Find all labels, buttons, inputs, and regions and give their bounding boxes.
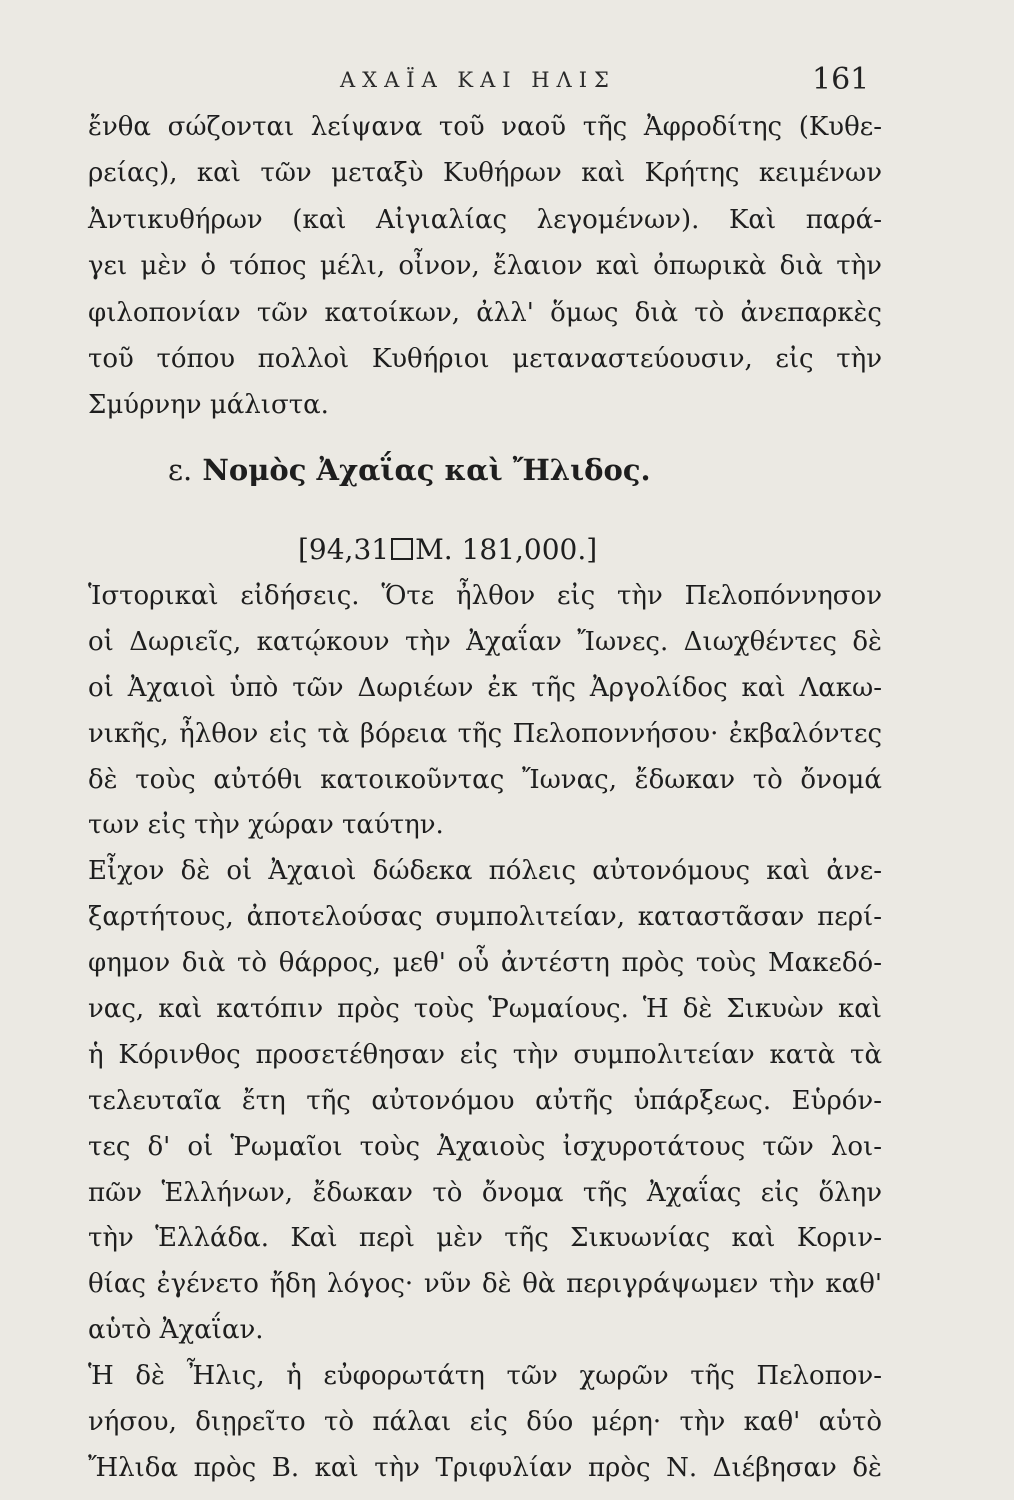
area-value: [94,31 (298, 533, 390, 566)
text-line: ξαρτήτους, ἀποτελούσας συμπολιτείαν, καταστᾶσαν περί- (88, 902, 882, 933)
population-value: 181,000.] (461, 533, 598, 566)
section-title: Νομὸς Ἀχαΐας καὶ Ἤλιδος. (202, 453, 651, 487)
section-number: ε. (168, 453, 193, 487)
text-line: νικῆς, ἦλθον εἰς τὰ βόρεια τῆς Πελοποννήσου· ἐκβαλόντες (88, 718, 882, 749)
area-unit: Μ. (415, 533, 453, 566)
text-line: οἱ Δωριεῖς, κατῴκουν τὴν Ἀχαΐαν Ἴωνες. Διωχθέντες δὲ (88, 626, 882, 657)
text-line: δὲ τοὺς αὐτόθι κατοικοῦντας Ἴωνας, ἔδωκαν τὸ ὄνομά (88, 764, 882, 795)
text-line: Εἶχον δὲ οἱ Ἀχαιοὶ δώδεκα πόλεις αὐτονόμους καὶ ἀνε- (88, 856, 882, 887)
section-body (88, 574, 882, 1492)
section-heading (168, 448, 808, 492)
text-line: πῶν Ἑλλήνων, ἔδωκαν τὸ ὄνομα τῆς Ἀχαΐας εἰς ὅλην (88, 1177, 882, 1208)
text-line: φιλοπονίαν τῶν κατοίκων, ἀλλ' ὅμως διὰ τὸ ἀνεπαρκὲς (88, 297, 882, 328)
text-line: Ἀντικυθήρων (καὶ Αἰγιαλίας λεγομένων). Καὶ παρά- (88, 204, 882, 235)
running-title: ΑΧΑΪΑ ΚΑΙ ΗΛΙΣ (340, 68, 616, 92)
text-line: νήσου, διῃρεῖτο τὸ πάλαι εἰς δύο μέρη· τὴν καθ' αὑτὸ (88, 1407, 882, 1438)
text-line: Ἱστορικαὶ εἰδήσεις. Ὅτε ἦλθον εἰς τὴν Πελοπόννησον (88, 581, 882, 611)
square-symbol-icon (391, 538, 413, 560)
text-line: φημον διὰ τὸ θάρρος, μεθ' οὗ ἀντέστη πρὸς τοὺς Μακεδό- (88, 948, 882, 979)
text-line: τοῦ τόπου πολλοὶ Κυθήριοι μεταναστεύουσιν, εἰς τὴν (88, 343, 882, 374)
text-line: τελευταῖα ἔτη τῆς αὐτονόμου αὐτῆς ὑπάρξεως. Εὑρόν- (88, 1085, 882, 1116)
page-number: 161 (812, 62, 870, 97)
text-line: τὴν Ἑλλάδα. Καὶ περὶ μὲν τῆς Σικυωνίας καὶ Κοριν- (88, 1223, 882, 1254)
text-line: τες δ' οἱ Ῥωμαῖοι τοὺς Ἀχαιοὺς ἰσχυροτάτους τῶν λοι- (88, 1131, 882, 1162)
text-line: οἱ Ἀχαιοὶ ὑπὸ τῶν Δωριέων ἐκ τῆς Ἀργολίδος καὶ Λακω- (88, 672, 882, 703)
text-line: ἔνθα σώζονται λείψανα τοῦ ναοῦ τῆς Ἀφροδίτης (Κυθε- (88, 112, 882, 142)
text-line: Ἤλιδα πρὸς Β. καὶ τὴν Τριφυλίαν πρὸς Ν. Διέβησαν δὲ (88, 1452, 882, 1483)
text-line: Ἡ δὲ Ἦλις, ἡ εὐφορωτάτη τῶν χωρῶν τῆς Πελοπον- (88, 1361, 882, 1392)
section-statistics (298, 528, 597, 572)
text-line: νας, καὶ κατόπιν πρὸς τοὺς Ῥωμαίους. Ἡ δὲ Σικυὼν καὶ (88, 994, 882, 1025)
text-line: των εἰς τὴν χώραν ταύτην. (88, 810, 444, 841)
text-line: ἡ Κόρινθος προσετέθησαν εἰς τὴν συμπολιτείαν κατὰ τὰ (88, 1039, 882, 1070)
text-line: αὑτὸ Ἀχαΐαν. (88, 1315, 264, 1346)
text-line: ρείας), καὶ τῶν μεταξὺ Κυθήρων καὶ Κρήτης κειμένων (88, 158, 882, 189)
page-header (0, 62, 1014, 102)
text-line: θίας ἐγένετο ἤδη λόγος· νῦν δὲ θὰ περιγράψωμεν τὴν καθ' (88, 1269, 882, 1300)
text-line: γει μὲν ὁ τόπος μέλι, οἶνον, ἔλαιον καὶ ὀπωρικὰ διὰ τὴν (88, 251, 882, 282)
text-line: Σμύρνην μάλιστα. (88, 390, 329, 421)
intro-paragraph (88, 104, 882, 429)
